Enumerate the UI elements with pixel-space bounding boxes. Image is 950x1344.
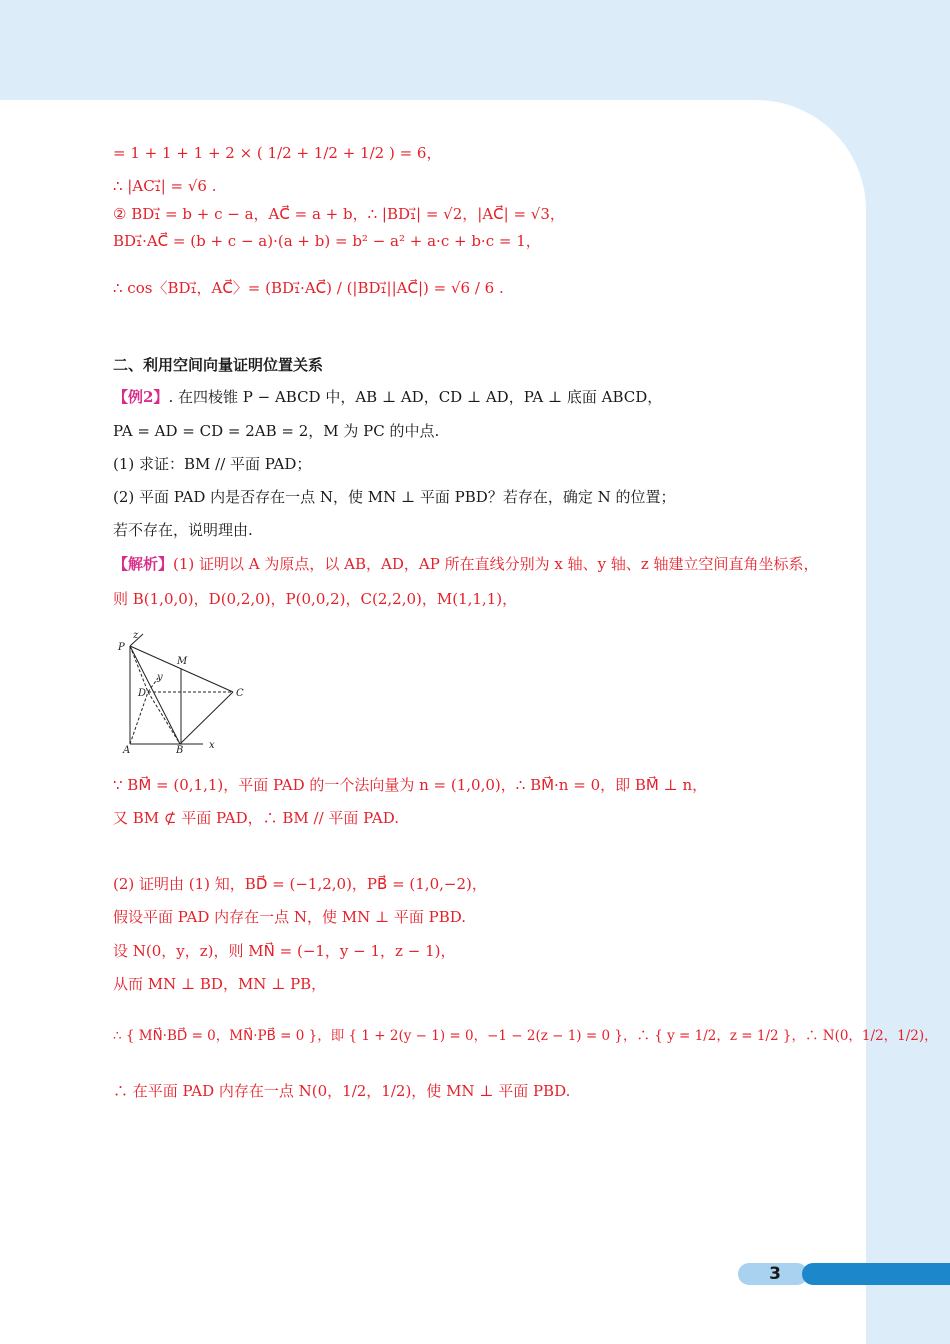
edge-AD (130, 692, 148, 744)
solution-line-10: ∴ 在平面 PAD 内存在一点 N(0，1/2，1/2)，使 MN ⊥ 平面 PBD. (113, 1082, 571, 1100)
question-2-cont: 若不存在，说明理由. (113, 521, 253, 539)
solution-line-5: (2) 证明由 (1) 知，BD⃗ = (−1,2,0)，PB⃗ = (1,0,−2)， (113, 875, 487, 893)
solution-line-2: 则 B(1,0,0)，D(0,2,0)，P(0,0,2)，C(2,2,0)，M(1,1,1)， (113, 590, 518, 608)
edge-DB (148, 692, 180, 744)
solution-tag: 【解析】 (113, 555, 174, 573)
label-B: B (176, 745, 184, 754)
edge-BC (180, 692, 233, 744)
page-number-strip (802, 1263, 950, 1285)
question-2: (2) 平面 PAD 内是否存在一点 N，使 MN ⊥ 平面 PBD？若存在，确定 N 的位置； (113, 488, 676, 506)
example-text-1: . 在四棱锥 P − ABCD 中，AB ⊥ AD，CD ⊥ AD，PA ⊥ 底面 ABCD， (168, 388, 663, 406)
solution-line-6: 假设平面 PAD 内存在一点 N，使 MN ⊥ 平面 PBD. (113, 908, 467, 926)
solution-line-4: 又 BM ⊄ 平面 PAD，∴ BM // 平面 PAD. (113, 809, 399, 827)
label-M: M (177, 656, 188, 667)
question-1: (1) 求证：BM // 平面 PAD； (113, 455, 312, 473)
solution-line-8: 从而 MN ⊥ BD，MN ⊥ PB， (113, 975, 327, 993)
calc-line-2: ∴ |AC₁⃗| = √6 . (113, 177, 217, 195)
section-title: 二、利用空间向量证明位置关系 (113, 356, 324, 374)
label-C: C (236, 688, 244, 699)
page-number: 3 (769, 1264, 781, 1284)
label-P: P (118, 642, 125, 653)
label-D: D (138, 688, 147, 699)
calc-line-5: ∴ cos〈BD₁⃗，AC⃗〉= (BD₁⃗·AC⃗) / (|BD₁⃗||AC⃗|) = √6 / 6 . (113, 279, 504, 297)
calc-line-1: = 1 + 1 + 1 + 2 × ( 1/2 + 1/2 + 1/2 ) = 6， (113, 144, 442, 162)
solution-line-1 (113, 554, 819, 574)
example-line-1 (113, 387, 662, 407)
solution-line-9: ∴ { MN⃗·BD⃗ = 0，MN⃗·PB⃗ = 0 }，即 { 1 + 2(y − 1) = 0，−1 − 2(z − 1) = 0 }，∴ { y = 1/2，z = 1/2 }，∴ N(0，1/2，1/2)， (113, 1028, 938, 1044)
pyramid-diagram (113, 626, 253, 754)
label-z: z (133, 630, 139, 641)
solution-line-3: ∵ BM⃗ = (0,1,1)，平面 PAD 的一个法向量为 n = (1,0,0)，∴ BM⃗·n = 0，即 BM⃗ ⊥ n， (113, 776, 708, 794)
label-A: A (123, 745, 131, 754)
example-line-2: PA = AD = CD = 2AB = 2，M 为 PC 的中点. (113, 422, 440, 440)
solution-text-1: (1) 证明以 A 为原点，以 AB，AD，AP 所在直线分别为 x 轴、y 轴、z 轴建立空间直角坐标系， (173, 555, 819, 573)
calc-line-4: BD₁⃗·AC⃗ = (b + c − a)·(a + b) = b² − a² + a·c + b·c = 1， (113, 232, 541, 250)
example-tag: 【例2】 (113, 388, 169, 406)
calc-line-3: ② BD₁⃗ = b + c − a，AC⃗ = a + b，∴ |BD₁⃗| = √2，|AC⃗| = √3， (113, 205, 565, 223)
label-y: y (157, 672, 163, 683)
label-x: x (209, 740, 215, 751)
solution-line-7: 设 N(0，y，z)，则 MN⃗ = (−1，y − 1，z − 1)， (113, 942, 456, 960)
page-number-bar (738, 1263, 950, 1285)
